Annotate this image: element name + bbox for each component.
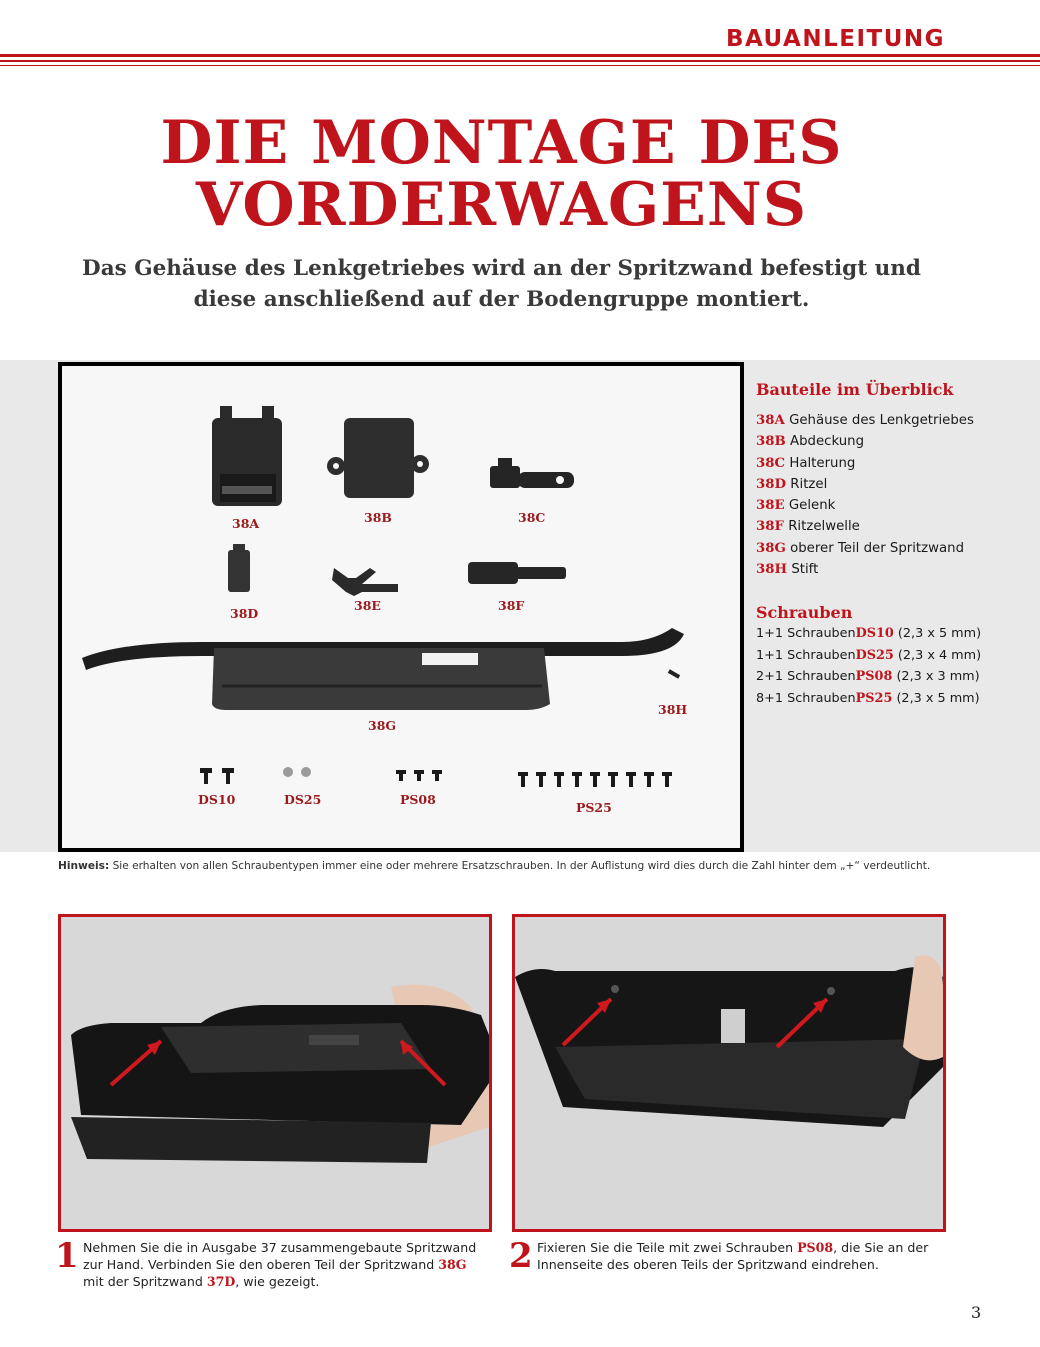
parts-illustration (62, 366, 740, 848)
label-38e: 38E (354, 598, 381, 613)
part-code: 38D (756, 476, 787, 492)
step-text-part: , die Sie an der Innenseite des oberen Teils der Spritzwand eindrehen. (537, 1240, 929, 1272)
note-label: Hinweis: (58, 860, 110, 872)
page-title (0, 108, 1003, 240)
parts-list-item (756, 495, 974, 516)
screw-size: (2,3 x 4 mm) (897, 647, 982, 663)
step-1-text (83, 1239, 478, 1290)
parts-list-item (756, 516, 974, 537)
parts-list-item (756, 410, 974, 431)
part-ref: 38G (438, 1257, 467, 1272)
step-1-illustration (61, 917, 489, 1229)
part-38f-image (468, 562, 566, 584)
part-38e-image (332, 568, 398, 596)
part-code: 38E (756, 498, 785, 514)
screws-title: Schrauben (756, 603, 853, 622)
subtitle-line1: Das Gehäuse des Lenkgetriebes wird an der Spritzwand befestigt und (82, 256, 921, 281)
parts-list-item (756, 453, 974, 474)
header-rule (0, 54, 1040, 57)
part-38h-image (668, 669, 680, 678)
label-38c: 38C (518, 510, 546, 525)
screw-qty: 8+1 Schrauben (756, 690, 856, 706)
label-ps08: PS08 (400, 792, 436, 807)
part-38d-image (228, 544, 250, 592)
screw-code: DS10 (855, 626, 894, 641)
screw-qty: 2+1 Schrauben (756, 669, 856, 684)
screw-item (756, 666, 981, 688)
screw-ds25-image (283, 767, 311, 777)
part-name: Abdeckung (789, 434, 865, 450)
note (58, 860, 930, 872)
header-rule (0, 60, 1040, 62)
screw-ps08-image (396, 770, 442, 781)
label-38b: 38B (364, 510, 392, 525)
part-name: Ritzelwelle (788, 519, 860, 535)
part-code: 38G (756, 540, 786, 556)
part-name: Gehäuse des Lenkgetriebes (789, 413, 974, 428)
screw-qty: 1+1 Schrauben (756, 626, 856, 641)
label-ds10: DS10 (198, 792, 236, 807)
label-38g: 38G (368, 718, 397, 733)
label-ds25: DS25 (284, 792, 322, 807)
screw-qty: 1+1 Schrauben (756, 647, 856, 663)
screw-code: PS25 (855, 690, 893, 706)
part-38g-image (82, 628, 684, 710)
screws-list (756, 623, 981, 709)
note-text: Sie erhalten von allen Schraubentypen immer eine oder mehrere Ersatzschrauben. In der Auflistung wird dies durch die Zahl hinter dem „+“ verdeutlicht. (112, 860, 931, 872)
screw-ps25-image (518, 772, 672, 787)
header-rule (0, 65, 1040, 66)
part-name: Ritzel (790, 476, 828, 492)
parts-list-item (756, 474, 974, 495)
step-text-part: , wie gezeigt. (235, 1274, 320, 1289)
label-ps25: PS25 (576, 800, 612, 815)
pinion-shaft (721, 1009, 745, 1043)
page-title-line2: VORDERWAGENS (195, 170, 808, 240)
step-2-text (537, 1239, 932, 1273)
screw-code: PS08 (855, 669, 893, 684)
part-name: Stift (791, 562, 819, 578)
parts-list-title: Bauteile im Überblick (756, 380, 954, 399)
label-38a: 38A (232, 516, 260, 531)
part-name: oberer Teil der Spritzwand (790, 540, 965, 556)
step-text-part: Fixieren Sie die Teile mit zwei Schrauben (537, 1240, 798, 1255)
part-code: 38A (756, 413, 785, 428)
part-ref: 37D (206, 1274, 236, 1289)
step-1-number: 1 (55, 1236, 79, 1276)
part-38a-image (212, 406, 282, 506)
part-code: 38H (756, 562, 788, 578)
parts-list-item (756, 559, 974, 580)
label-38d: 38D (230, 606, 259, 621)
page-subtitle (0, 253, 1003, 315)
parts-list (756, 410, 974, 580)
step-2-photo (512, 914, 946, 1232)
screw-item (756, 645, 981, 667)
part-38b-image (327, 418, 429, 498)
page-number: 3 (971, 1303, 982, 1322)
screw-size: (2,3 x 5 mm) (896, 690, 980, 706)
label-38h: 38H (658, 702, 688, 717)
part-38c-image (490, 458, 574, 488)
step-text-part: Nehmen Sie die in Ausgabe 37 zusammengebaute Spritzwand zur Hand. Verbinden Sie den oberen Teil der Spritzwand (83, 1240, 477, 1272)
parts-list-item (756, 538, 974, 559)
label-38f: 38F (498, 598, 525, 613)
step-2-illustration (515, 917, 943, 1229)
screw-ds10-image (200, 768, 234, 784)
part-name: Halterung (789, 455, 856, 471)
step-text-part: mit der Spritzwand (83, 1274, 207, 1289)
part-code: 38B (756, 434, 786, 450)
step-2-number: 2 (509, 1236, 533, 1276)
screw-item (756, 623, 981, 645)
part-ref: PS08 (797, 1240, 834, 1255)
subtitle-line2: diese anschließend auf der Bodengruppe montiert. (193, 287, 810, 312)
step-1-photo (58, 914, 492, 1232)
section-label: BAUANLEITUNG (725, 26, 945, 52)
screw-code: DS25 (855, 647, 894, 663)
screw-size: (2,3 x 5 mm) (897, 626, 982, 641)
part-name: Gelenk (788, 498, 836, 514)
page-title-line1: DIE MONTAGE DES (160, 108, 843, 178)
part-code: 38F (756, 519, 784, 535)
screw-size: (2,3 x 3 mm) (896, 669, 980, 684)
part-code: 38C (756, 455, 786, 471)
screw-item (756, 688, 981, 710)
parts-list-item (756, 431, 974, 452)
parts-photo (58, 362, 744, 852)
